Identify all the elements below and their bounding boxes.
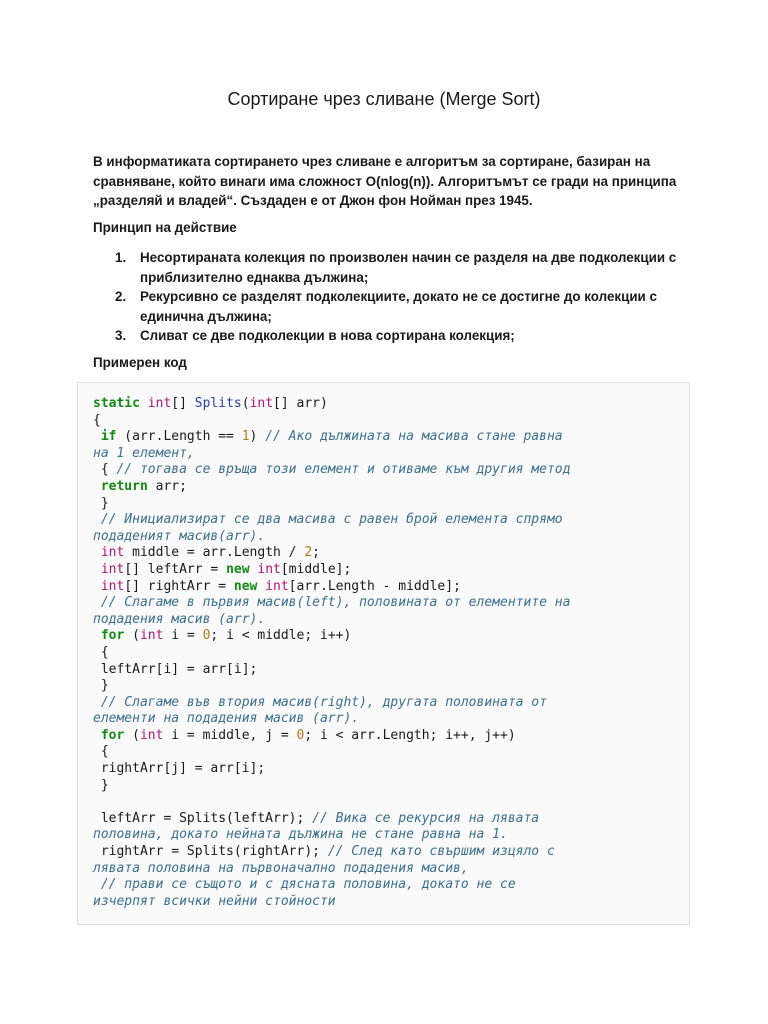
code-type: int [257, 561, 281, 577]
code-text [93, 877, 101, 892]
code-heading: Примерен код [93, 355, 187, 370]
steps-list [93, 248, 683, 346]
code-line [93, 744, 685, 761]
code-text [93, 545, 101, 560]
code-text: (arr.Length == [116, 429, 242, 445]
code-line [93, 695, 685, 712]
document-title: Сортиране чрез сливане (Merge Sort) [227, 89, 541, 109]
code-line [93, 844, 685, 861]
code-keyword: return [100, 478, 148, 494]
code-text [93, 429, 101, 444]
code-line [93, 545, 685, 562]
code-keyword: if [100, 429, 117, 445]
code-comment: // Слагаме в първия масив(left), половината от елементите на [100, 595, 571, 611]
code-comment: подадения масив (arr). [93, 611, 266, 627]
code-comment: лявата половина на първоначално подадения масив, [93, 860, 469, 876]
code-line [93, 579, 685, 596]
code-text: [middle]; [280, 561, 352, 577]
code-type: int [139, 727, 164, 743]
code-comment: // След като свършим изцяло с [327, 844, 555, 860]
code-text: [] arr) [273, 396, 328, 411]
code-line [93, 612, 685, 629]
code-text: i = middle, j = [163, 727, 297, 743]
principle-heading: Принцип на действие [93, 220, 237, 235]
code-line [93, 877, 685, 894]
code-line [93, 446, 685, 463]
step-number: 3. [115, 328, 127, 343]
code-comment: // тогава се връща този елемент и отиваме към другия метод [116, 462, 571, 478]
code-line [93, 711, 685, 728]
step-line: единична дължина; [140, 308, 272, 324]
code-line [93, 662, 685, 679]
code-line [93, 429, 685, 446]
code-comment: // прави се същото и с дясната половина, докато не се [100, 877, 516, 893]
intro-line: сравняване, който винаги има сложност O(nlog(n)). Алгоритъмът се гради на принципа [93, 173, 677, 189]
code-number: 1 [241, 429, 250, 445]
code-text [93, 512, 101, 527]
code-text: { [93, 462, 117, 478]
list-item [93, 287, 683, 326]
code-line [93, 794, 685, 811]
code-line [93, 811, 685, 828]
code-text [93, 579, 101, 594]
code-comment: подаденият масив(arr). [93, 528, 266, 544]
code-text: leftArr[i] = arr[i]; [93, 661, 258, 677]
code-number: 2 [304, 545, 313, 561]
code-text: rightArr = Splits(rightArr); [93, 844, 328, 860]
code-line [93, 413, 685, 430]
code-line [93, 628, 685, 645]
code-type: int [100, 545, 125, 561]
code-comment: // Ако дължината на масива стане равна [265, 429, 563, 445]
code-comment: // Слагаме във втория масив(right), другата половината от [100, 694, 547, 710]
code-text: ( [124, 727, 140, 743]
code-text: ( [124, 628, 140, 644]
code-text: middle = arr.Length / [124, 545, 305, 561]
code-type: int [147, 396, 172, 411]
code-line [93, 496, 685, 513]
code-text: rightArr[j] = arr[i]; [93, 761, 266, 777]
step-number: 2. [115, 289, 127, 304]
code-listing [93, 396, 685, 910]
code-line [93, 645, 685, 662]
code-line [93, 595, 685, 612]
code-function: Splits [194, 396, 242, 411]
step-line: приблизително еднаква дължина; [140, 269, 369, 285]
code-text [93, 695, 101, 710]
code-line [93, 529, 685, 546]
code-line [93, 462, 685, 479]
code-text: } [93, 678, 109, 694]
code-text: ; [312, 545, 320, 561]
code-text: [] leftArr = [124, 561, 227, 577]
code-line [93, 728, 685, 745]
code-text: ) [249, 429, 266, 445]
step-number: 1. [115, 250, 127, 265]
code-text: leftArr = Splits(leftArr); [93, 810, 313, 826]
list-item [93, 326, 683, 346]
code-text: i = [163, 628, 203, 644]
code-text: [] [171, 396, 195, 411]
code-keyword: static [93, 396, 140, 411]
code-line [93, 827, 685, 844]
code-text: { [93, 644, 109, 660]
code-line [93, 761, 685, 778]
code-text: { [93, 412, 101, 428]
code-line [93, 396, 685, 413]
code-comment: изчерпят всички нейни стойности [93, 893, 336, 909]
code-line [93, 512, 685, 529]
code-text [93, 595, 101, 610]
code-text [93, 728, 101, 743]
code-line [93, 479, 685, 496]
code-line [93, 562, 685, 579]
code-keyword: new [233, 578, 258, 594]
code-text: } [93, 777, 109, 793]
code-text: ; i < arr.Length; i++, j++) [304, 727, 516, 743]
step-line: Рекурсивно се разделят подколекциите, докато не се достигне до колекции с [140, 289, 657, 304]
code-comment: на 1 елемент, [93, 445, 195, 461]
code-comment: // Вика се рекурсия на лявата [312, 810, 540, 826]
code-text: [] rightArr = [124, 578, 234, 594]
code-comment: елементи на подадения масив (arr). [93, 711, 360, 727]
intro-paragraph [93, 152, 683, 211]
code-text [93, 479, 101, 494]
code-keyword: for [100, 727, 125, 743]
code-text [93, 628, 101, 643]
code-line [93, 861, 685, 878]
code-type: int [100, 578, 125, 594]
code-text: ; i < middle; i++) [210, 628, 352, 644]
code-text: { [93, 744, 109, 760]
code-text: [arr.Length - middle]; [288, 578, 461, 594]
code-comment: // Инициализират се два масива с равен брой елемента спрямо [100, 512, 563, 528]
list-item [93, 248, 683, 287]
code-keyword: for [100, 628, 125, 644]
intro-line: „разделяй и владей“. Създаден е от Джон фон Нойман през 1945. [93, 193, 533, 208]
code-line [93, 778, 685, 795]
code-comment: половина, докато нейната дължина не стане равна на 1. [93, 827, 508, 843]
code-type: int [265, 578, 289, 594]
code-text: arr; [147, 478, 187, 494]
code-type: int [249, 396, 274, 411]
code-text [140, 396, 148, 411]
step-line: Сливат се две подколекции в нова сортирана колекция; [140, 328, 515, 343]
step-line: Несортираната колекция по произволен начин се разделя на две подколекции с [140, 250, 677, 265]
code-line [93, 894, 685, 911]
code-number: 0 [296, 727, 305, 743]
code-keyword: new [226, 561, 250, 577]
code-type: int [100, 561, 125, 577]
intro-line: В информатиката сортирането чрез сливане е алгоритъм за сортиране, базиран на [93, 154, 651, 169]
code-type: int [139, 628, 164, 644]
code-line [93, 678, 685, 695]
code-text: ( [241, 396, 250, 411]
code-text [93, 562, 101, 577]
code-number: 0 [202, 628, 211, 644]
code-text: } [93, 495, 109, 511]
